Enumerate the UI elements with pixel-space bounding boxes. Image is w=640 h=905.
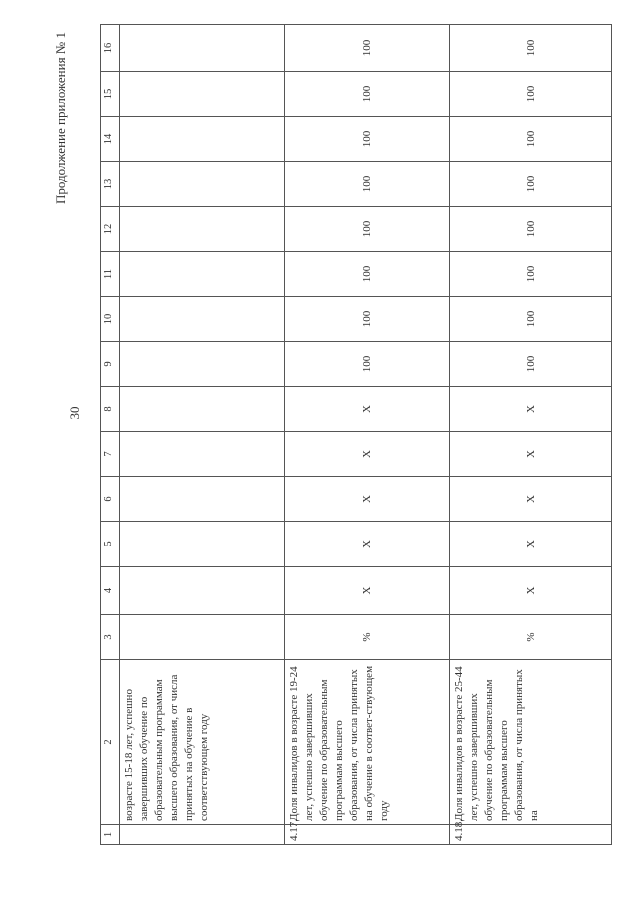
value-cell: 100	[285, 252, 450, 297]
value-cell: X	[285, 387, 450, 432]
value-cell: 100	[285, 25, 450, 72]
value-cell: 100	[450, 117, 612, 162]
column-header: 5	[101, 522, 120, 567]
value-cell: X	[450, 522, 612, 567]
table-row	[120, 25, 285, 845]
table-container	[100, 35, 540, 845]
value-cell	[120, 522, 285, 567]
row-number	[120, 825, 285, 845]
column-header: 10	[101, 297, 120, 342]
value-cell: X	[450, 567, 612, 615]
column-header: 3	[101, 615, 120, 660]
column-header: 2	[101, 660, 120, 825]
value-cell	[120, 387, 285, 432]
value-cell: 100	[285, 297, 450, 342]
value-cell	[120, 117, 285, 162]
table-row	[285, 25, 450, 845]
value-cell: 100	[450, 297, 612, 342]
unit-cell: %	[285, 615, 450, 660]
column-header: 15	[101, 72, 120, 117]
value-cell: X	[285, 477, 450, 522]
value-cell: 100	[285, 162, 450, 207]
page-heading: Продолжение приложения № 1	[52, 32, 68, 204]
value-cell: X	[450, 477, 612, 522]
value-cell: 100	[450, 252, 612, 297]
value-cell	[120, 252, 285, 297]
value-cell: 100	[285, 117, 450, 162]
value-cell: 100	[450, 207, 612, 252]
column-header: 4	[101, 567, 120, 615]
table-row	[450, 25, 612, 845]
header-row	[101, 25, 120, 845]
indicator-text: Доля инвалидов в возрасте 19-24 лет, успешно завершивших обучение по образовательным программам высшего образования, от числа принятых на обучение в соответ-ствующем году	[285, 660, 450, 825]
unit-cell: %	[450, 615, 612, 660]
column-header: 8	[101, 387, 120, 432]
value-cell: 100	[285, 342, 450, 387]
column-header: 11	[101, 252, 120, 297]
value-cell	[120, 207, 285, 252]
data-table	[100, 24, 612, 845]
value-cell: X	[285, 567, 450, 615]
value-cell: 100	[285, 72, 450, 117]
column-header: 9	[101, 342, 120, 387]
indicator-text: возрасте 15-18 лет, успешно завершивших обучение по образовательным программам высшего образования, от числа принятых на обучение в соответствующем году	[120, 660, 285, 825]
row-number: 4.17.	[285, 825, 450, 845]
value-cell: 100	[450, 342, 612, 387]
indicator-text: Доля инвалидов в возрасте 25-44 лет, успешно завершивших обучение по образовательным программам высшего образования, от числа принятых на	[450, 660, 612, 825]
unit-cell	[120, 615, 285, 660]
value-cell: 100	[450, 162, 612, 207]
value-cell	[120, 162, 285, 207]
row-number: 4.18.	[450, 825, 612, 845]
column-header: 6	[101, 477, 120, 522]
column-header: 16	[101, 25, 120, 72]
column-header: 12	[101, 207, 120, 252]
column-header: 7	[101, 432, 120, 477]
column-header: 1	[101, 825, 120, 845]
value-cell: 100	[285, 207, 450, 252]
value-cell	[120, 72, 285, 117]
value-cell: X	[450, 432, 612, 477]
value-cell: X	[450, 387, 612, 432]
value-cell	[120, 432, 285, 477]
value-cell: X	[285, 432, 450, 477]
value-cell	[120, 477, 285, 522]
value-cell: 100	[450, 72, 612, 117]
value-cell	[120, 297, 285, 342]
column-header: 14	[101, 117, 120, 162]
value-cell	[120, 342, 285, 387]
value-cell	[120, 25, 285, 72]
value-cell: X	[285, 522, 450, 567]
column-header: 13	[101, 162, 120, 207]
page-number: 30	[67, 406, 82, 420]
value-cell: 100	[450, 25, 612, 72]
value-cell	[120, 567, 285, 615]
